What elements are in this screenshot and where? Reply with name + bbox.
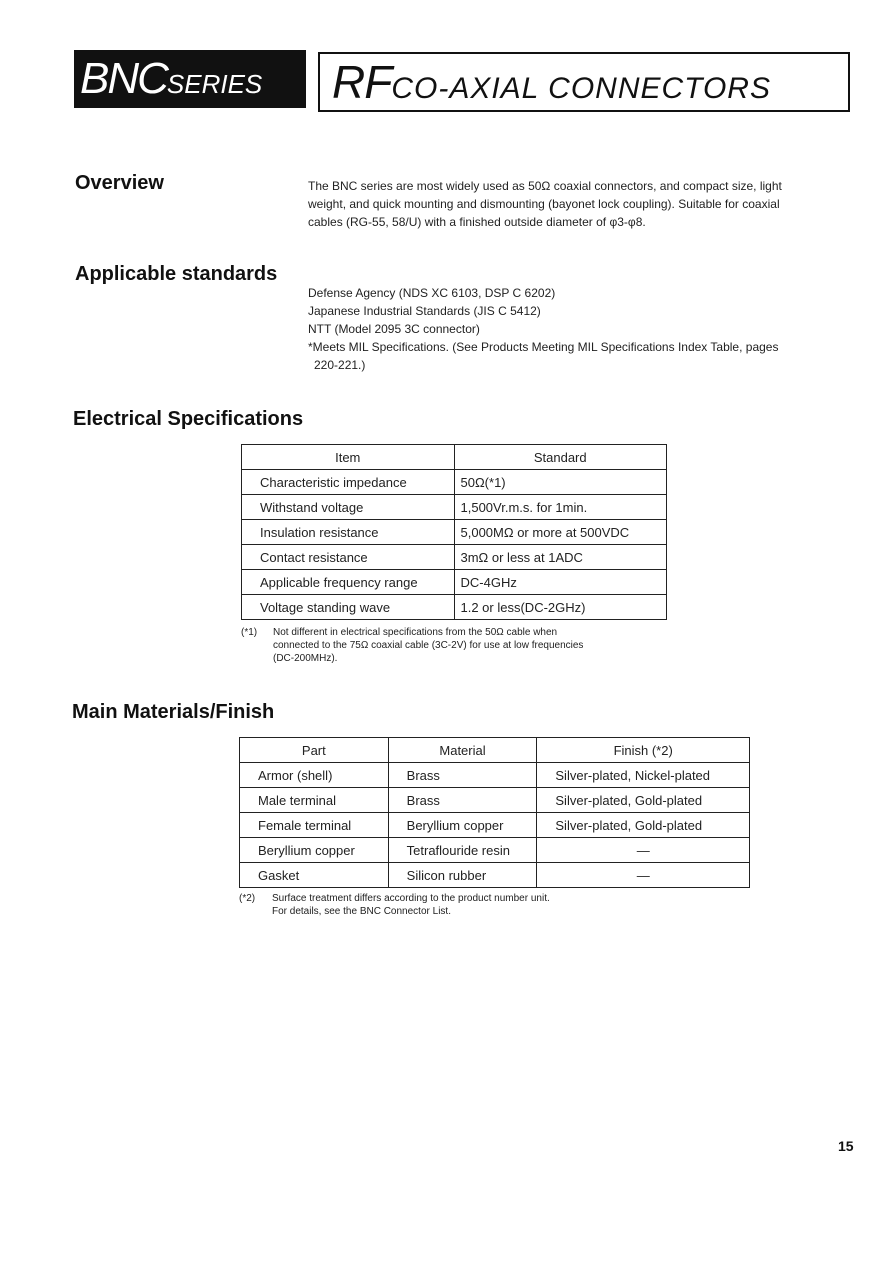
standard-cell: 1.2 or less(DC-2GHz) bbox=[454, 595, 667, 620]
part-cell: Male terminal bbox=[240, 788, 389, 813]
column-header-standard: Standard bbox=[454, 445, 667, 470]
page-number: 15 bbox=[838, 1138, 854, 1154]
standard-item: *Meets MIL Specifications. (See Products Meeting MIL Specifications Index Table, pages bbox=[308, 340, 779, 354]
footnote-line: (DC-200MHz). bbox=[273, 653, 338, 664]
item-cell: Contact resistance bbox=[242, 545, 455, 570]
part-cell: Female terminal bbox=[240, 813, 389, 838]
finish-cell: — bbox=[537, 863, 750, 888]
table-row bbox=[242, 520, 667, 545]
material-cell: Beryllium copper bbox=[388, 813, 537, 838]
material-cell: Tetraflouride resin bbox=[388, 838, 537, 863]
footnote-line: For details, see the BNC Connector List. bbox=[272, 906, 451, 917]
finish-cell: Silver-plated, Nickel-plated bbox=[537, 763, 750, 788]
footnote-line: Not different in electrical specifications from the 50Ω cable when bbox=[273, 627, 558, 638]
standard-item: Defense Agency (NDS XC 6103, DSP C 6202) bbox=[308, 286, 556, 300]
table-header-row bbox=[242, 445, 667, 470]
table-row bbox=[240, 788, 750, 813]
series-banner bbox=[74, 50, 306, 108]
column-header-part: Part bbox=[240, 738, 389, 763]
electrical-spec-table bbox=[241, 444, 667, 620]
item-cell: Characteristic impedance bbox=[242, 470, 455, 495]
materials-footnote bbox=[272, 892, 692, 918]
standard-cell: 3mΩ or less at 1ADC bbox=[454, 545, 667, 570]
materials-footnote-mark: (*2) bbox=[239, 893, 256, 904]
material-cell: Silicon rubber bbox=[388, 863, 537, 888]
title-banner bbox=[318, 52, 850, 112]
series-name: BNC bbox=[80, 54, 167, 103]
table-row bbox=[240, 863, 750, 888]
overview-line: The BNC series are most widely used as 50Ω coaxial connectors, and compact size, light bbox=[308, 179, 782, 193]
finish-cell: Silver-plated, Gold-plated bbox=[537, 788, 750, 813]
table-row bbox=[242, 570, 667, 595]
part-cell: Armor (shell) bbox=[240, 763, 389, 788]
table-row bbox=[242, 495, 667, 520]
column-header-item: Item bbox=[242, 445, 455, 470]
item-cell: Insulation resistance bbox=[242, 520, 455, 545]
table-row bbox=[242, 545, 667, 570]
table-row bbox=[242, 470, 667, 495]
finish-cell: Silver-plated, Gold-plated bbox=[537, 813, 750, 838]
standards-list bbox=[308, 284, 848, 374]
part-cell: Beryllium copper bbox=[240, 838, 389, 863]
footnote-line: Surface treatment differs according to the product number unit. bbox=[272, 893, 550, 904]
item-cell: Applicable frequency range bbox=[242, 570, 455, 595]
material-cell: Brass bbox=[388, 788, 537, 813]
electrical-footnote-mark: (*1) bbox=[241, 627, 258, 638]
material-cell: Brass bbox=[388, 763, 537, 788]
footnote-line: connected to the 75Ω coaxial cable (3C-2V) for use at low frequencies bbox=[273, 640, 584, 651]
overview-line: weight, and quick mounting and dismounting (bayonet lock coupling). Suitable for coaxial bbox=[308, 197, 780, 211]
standards-heading: Applicable standards bbox=[75, 263, 278, 285]
electrical-heading: Electrical Specifications bbox=[73, 408, 304, 430]
column-header-finish: Finish (*2) bbox=[537, 738, 750, 763]
finish-cell: — bbox=[537, 838, 750, 863]
table-row bbox=[240, 838, 750, 863]
item-cell: Withstand voltage bbox=[242, 495, 455, 520]
part-cell: Gasket bbox=[240, 863, 389, 888]
title-text: CO-AXIAL CONNECTORS bbox=[391, 72, 771, 105]
overview-text bbox=[308, 177, 848, 231]
standard-cell: 1,500Vr.m.s. for 1min. bbox=[454, 495, 667, 520]
table-row bbox=[242, 595, 667, 620]
title-prefix: RF bbox=[332, 56, 392, 108]
overview-line: cables (RG-55, 58/U) with a finished outside diameter of φ3-φ8. bbox=[308, 215, 646, 229]
table-row bbox=[240, 813, 750, 838]
electrical-footnote bbox=[273, 626, 693, 665]
standard-item: NTT (Model 2095 3C connector) bbox=[308, 322, 480, 336]
standard-item: 220-221.) bbox=[314, 358, 366, 372]
standard-item: Japanese Industrial Standards (JIS C 5412) bbox=[308, 304, 541, 318]
table-header-row bbox=[240, 738, 750, 763]
standard-cell: DC-4GHz bbox=[454, 570, 667, 595]
overview-heading: Overview bbox=[75, 172, 164, 194]
series-label: SERIES bbox=[166, 69, 263, 99]
materials-heading: Main Materials/Finish bbox=[72, 701, 275, 723]
item-cell: Voltage standing wave bbox=[242, 595, 455, 620]
column-header-material: Material bbox=[388, 738, 537, 763]
table-row bbox=[240, 763, 750, 788]
standard-cell: 50Ω(*1) bbox=[454, 470, 667, 495]
standard-cell: 5,000MΩ or more at 500VDC bbox=[454, 520, 667, 545]
materials-table bbox=[239, 737, 750, 888]
